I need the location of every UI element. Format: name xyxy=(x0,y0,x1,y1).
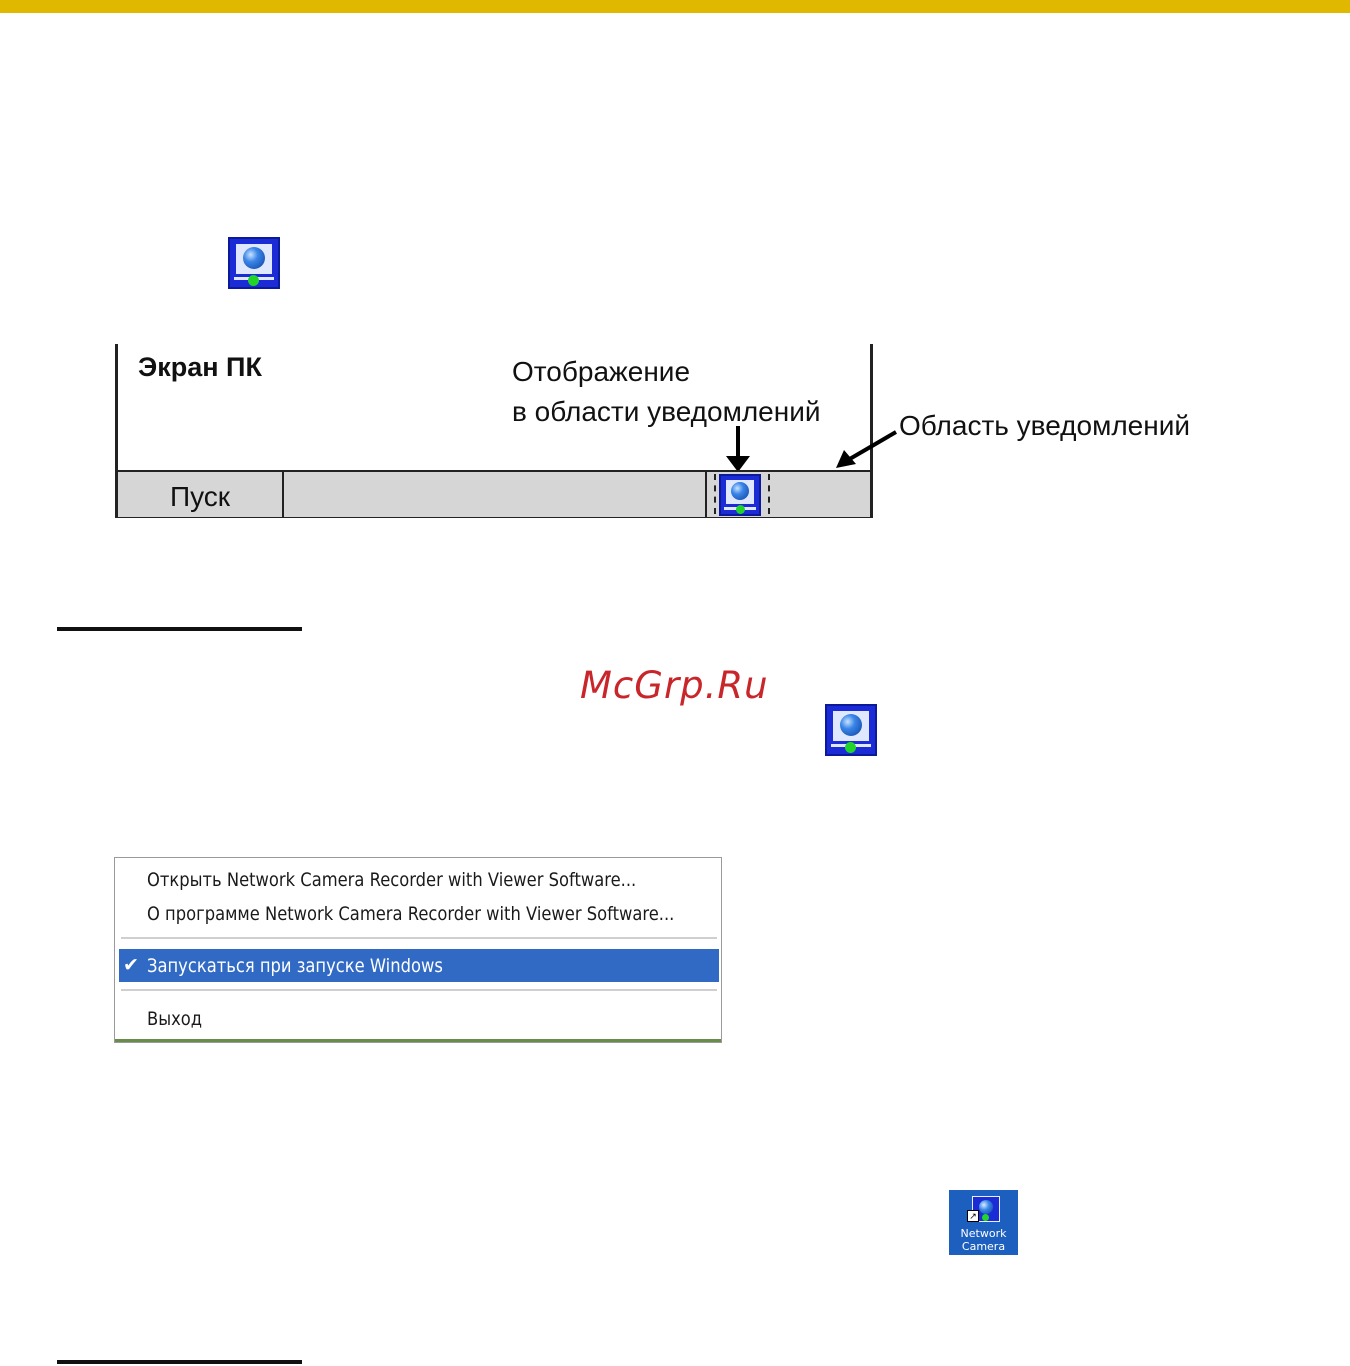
menu-separator xyxy=(121,937,717,940)
watermark: McGrp.Ru xyxy=(580,664,769,707)
notification-display-line2: в области уведомлений xyxy=(512,396,821,427)
arrow-icon xyxy=(832,428,900,472)
section-rule xyxy=(57,1360,302,1364)
camera-tray-icon xyxy=(825,704,877,756)
menu-separator xyxy=(121,989,717,992)
menu-item-exit[interactable]: Выход xyxy=(147,1008,203,1030)
menu-item-open[interactable]: Открыть Network Camera Recorder with Viewer Software... xyxy=(147,869,637,891)
notification-display-label xyxy=(512,352,821,432)
camera-tray-icon xyxy=(228,237,280,289)
header-bar xyxy=(0,0,1350,13)
shortcut-arrow-icon: ↗ xyxy=(967,1210,979,1222)
arrow-down-icon xyxy=(720,426,756,474)
desktop-shortcut-label-line2: Camera Re... xyxy=(961,1240,1006,1266)
desktop-shortcut-label-line1: Network xyxy=(960,1227,1007,1240)
start-button[interactable]: Пуск xyxy=(118,472,284,517)
menu-item-autostart[interactable]: Запускаться при запуске Windows xyxy=(147,955,443,977)
check-icon: ✔ xyxy=(123,954,139,976)
desktop-shortcut-label xyxy=(949,1227,1018,1266)
section-rule xyxy=(57,627,302,631)
pc-screen-title: Экран ПК xyxy=(138,352,262,382)
notification-area-label: Область уведомлений xyxy=(899,410,1190,441)
taskbar-divider xyxy=(705,472,707,517)
taskbar xyxy=(118,470,870,517)
camera-tray-icon[interactable] xyxy=(719,474,761,516)
notification-display-line1: Отображение xyxy=(512,356,691,387)
context-menu xyxy=(114,857,722,1043)
menu-item-about[interactable]: О программе Network Camera Recorder with Viewer Software... xyxy=(147,903,675,925)
desktop-shortcut-icon[interactable] xyxy=(949,1190,1018,1266)
